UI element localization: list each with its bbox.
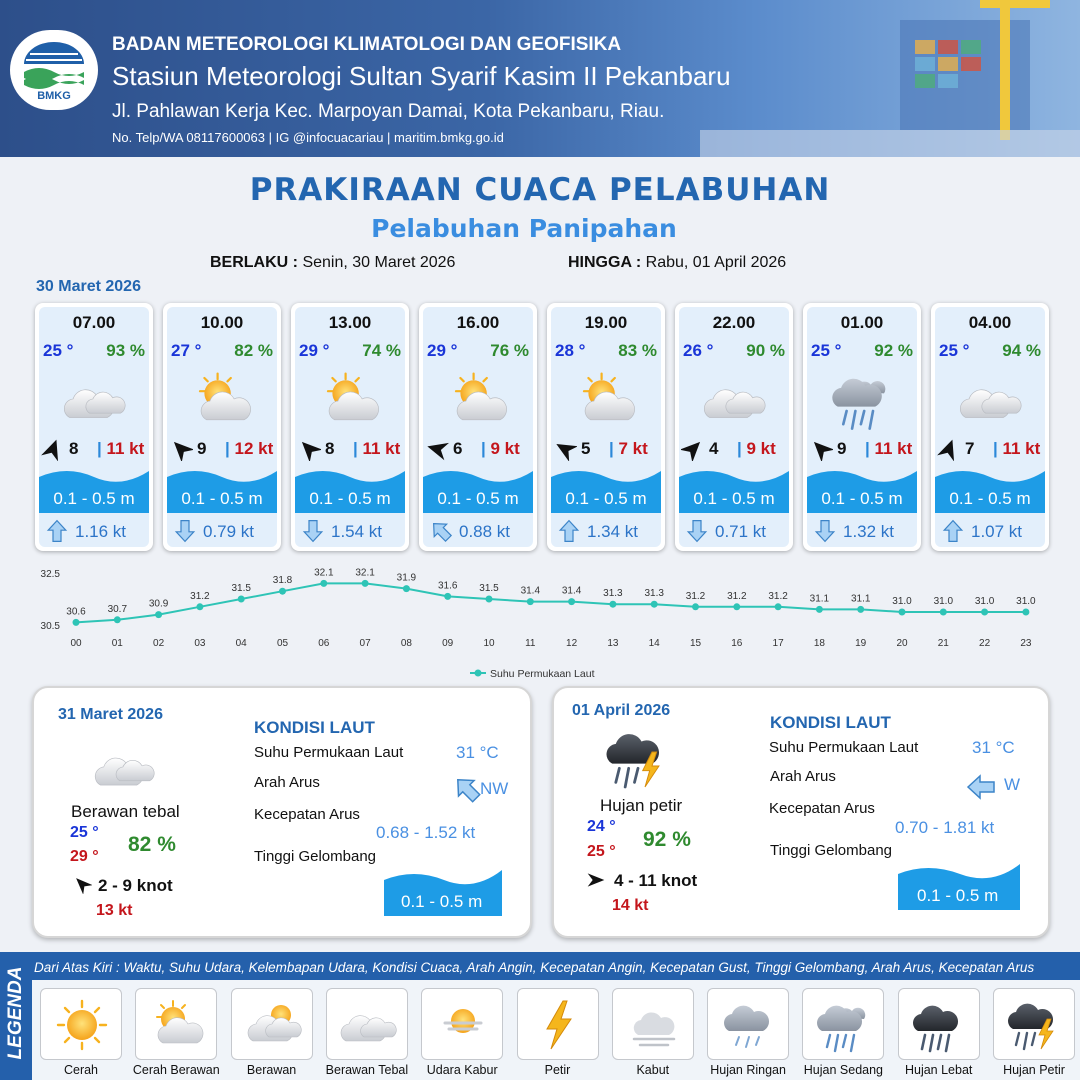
gust-value: 12 kt: [234, 439, 274, 458]
valid-to-label: HINGGA :: [568, 254, 642, 271]
day3-sst-value: 31 °C: [972, 738, 1015, 757]
x-tick-label: 00: [70, 638, 82, 649]
wave-height: 0.1 - 0.5 m: [693, 489, 775, 508]
hujan-sedang-icon: [827, 367, 897, 433]
legend-item: [135, 988, 217, 1060]
day2-wave: 0.1 - 0.5 m: [401, 892, 483, 911]
wind-speed: 4: [709, 439, 719, 458]
current-direction-icon: [557, 518, 581, 544]
forecast-time: 04.00: [968, 313, 1012, 332]
gust-value: 11 kt: [106, 439, 145, 458]
day3-arah-value: W: [1004, 775, 1021, 794]
cerah-icon: [52, 995, 112, 1055]
x-tick-label: 04: [235, 638, 247, 649]
berawan-tebal-icon: [338, 995, 398, 1055]
cerah-berawan-icon: [571, 367, 641, 433]
cerah-berawan-icon: [147, 995, 207, 1055]
current-direction-icon: [173, 518, 197, 544]
day3-condition: Hujan petir: [600, 796, 683, 815]
forecast-card: [163, 303, 281, 551]
current-direction-icon: [813, 518, 837, 544]
separator: |: [993, 439, 1003, 458]
data-point: [775, 603, 782, 610]
data-point: [114, 616, 121, 623]
legend-label: Hujan Ringan: [710, 1063, 786, 1077]
wave-height: 0.1 - 0.5 m: [821, 489, 903, 508]
data-label: 32.1: [314, 567, 334, 579]
gust-value: 11 kt: [362, 439, 401, 458]
separator: |: [865, 439, 875, 458]
x-tick-label: 13: [607, 638, 619, 649]
legend-label: Suhu Permukaan Laut: [490, 668, 595, 680]
data-point: [1022, 609, 1029, 616]
data-label: 31.1: [809, 593, 830, 605]
day3-panel: [552, 686, 1050, 938]
data-label: 31.3: [644, 588, 664, 600]
current-direction-icon: [941, 518, 965, 544]
gust-speed: [97, 439, 144, 459]
current-direction-icon: [45, 518, 69, 544]
data-point: [444, 593, 451, 600]
x-tick-label: 06: [318, 638, 330, 649]
berawan-tebal-icon: [955, 367, 1025, 433]
wave-height: 0.1 - 0.5 m: [53, 489, 135, 508]
legend-label: Petir: [544, 1063, 571, 1077]
day2-tinggi-label: Tinggi Gelombang: [254, 848, 377, 865]
kabut-icon: [624, 995, 684, 1055]
hujan-petir-icon: [598, 724, 678, 794]
day3-arah-label: Arah Arus: [770, 768, 836, 785]
legend-item: [802, 988, 884, 1060]
station-name: Stasiun Meteorologi Sultan Syarif Kasim II Pekanbaru: [112, 61, 731, 91]
current-arrow-icon: [452, 774, 482, 804]
wind-direction-icon: [681, 437, 705, 461]
wave-height: 0.1 - 0.5 m: [949, 489, 1031, 508]
data-label: 31.5: [479, 583, 499, 594]
data-label: 31.3: [603, 588, 623, 600]
y-tick-label: 32.5: [40, 569, 60, 580]
valid-to: [568, 254, 786, 272]
wind-direction-icon: [937, 437, 961, 461]
wind-arrow-icon: [586, 870, 606, 890]
day2-panel: [32, 686, 532, 938]
berawan-tebal-icon: [59, 367, 129, 433]
cerah-berawan-icon: [187, 367, 257, 433]
wind-speed: 5: [581, 439, 591, 458]
forecast-card: [419, 303, 537, 551]
data-point: [527, 598, 534, 605]
forecast-time: 16.00: [456, 313, 500, 332]
x-tick-label: 07: [359, 638, 371, 649]
x-tick-label: 03: [194, 638, 206, 649]
x-tick-label: 12: [566, 638, 578, 649]
data-point: [899, 609, 906, 616]
wind-speed: 8: [69, 439, 79, 458]
x-tick-label: 11: [525, 638, 536, 649]
forecast-time: 13.00: [328, 313, 372, 332]
current-speed: 1.07 kt: [971, 522, 1023, 541]
day3-temp-max: 25 °: [587, 843, 616, 860]
data-label: 31.4: [561, 585, 582, 597]
legend-item: [993, 988, 1075, 1060]
humidity: 92 %: [874, 341, 913, 360]
gust-speed: [609, 439, 648, 459]
page-title: PRAKIRAAN CUACA PELABUHAN: [249, 172, 831, 208]
x-tick-label: 09: [442, 638, 454, 649]
data-point: [692, 603, 699, 610]
gust-value: 7 kt: [618, 439, 648, 458]
forecast-time: 07.00: [72, 313, 116, 332]
legend-item: [612, 988, 694, 1060]
wind-speed: 7: [965, 439, 975, 458]
humidity: 82 %: [234, 341, 273, 360]
day2-date: 31 Maret 2026: [58, 706, 163, 723]
bmkg-logo: [10, 30, 98, 110]
legend-label: Cerah: [63, 1063, 99, 1077]
air-temperature: 25 °: [939, 341, 970, 360]
humidity: 76 %: [490, 341, 529, 360]
day3-date: 01 April 2026: [572, 702, 671, 719]
legend-item: [40, 988, 122, 1060]
current-speed: 1.34 kt: [587, 522, 639, 541]
data-point: [733, 603, 740, 610]
forecast-time: 22.00: [712, 313, 756, 332]
x-tick-label: 18: [813, 638, 825, 649]
data-label: 31.2: [685, 590, 706, 602]
humidity: 83 %: [618, 341, 657, 360]
day2-gust: 13 kt: [96, 902, 133, 919]
data-point: [981, 609, 988, 616]
data-point: [73, 619, 80, 626]
hujan-lebat-icon: [910, 995, 970, 1055]
berawan-tebal-icon: [92, 736, 156, 800]
x-tick-label: 02: [153, 638, 165, 649]
separator: |: [97, 439, 107, 458]
hujan-petir-icon: [1005, 995, 1065, 1055]
station-contact: No. Telp/WA 08117600063 | IG @infocuacariau | maritim.bmkg.go.id: [112, 130, 504, 145]
legend-marker: [475, 670, 482, 677]
air-temperature: 25 °: [43, 341, 74, 360]
legend-label: Kabut: [636, 1063, 670, 1077]
day2-condition: Berawan tebal: [71, 802, 180, 821]
sst-chart: [0, 560, 1080, 685]
day2-kec-label: Kecepatan Arus: [254, 806, 360, 823]
data-point: [857, 606, 864, 613]
data-label: 31.5: [231, 583, 251, 594]
x-tick-label: 14: [648, 638, 660, 649]
y-tick-label: 30.5: [40, 621, 60, 632]
current-speed: 0.88 kt: [459, 522, 511, 541]
gust-value: 11 kt: [874, 439, 913, 458]
wind-direction-icon: [169, 437, 193, 461]
wind-direction-icon: [297, 437, 321, 461]
day3-gust: 14 kt: [612, 897, 649, 914]
gust-value: 9 kt: [490, 439, 520, 458]
data-label: 31.0: [1016, 596, 1036, 607]
day3-temp-min: 24 °: [587, 818, 616, 835]
wave-height: 0.1 - 0.5 m: [181, 489, 263, 508]
current-direction-icon: [301, 518, 325, 544]
data-point: [816, 606, 823, 613]
data-point: [196, 603, 203, 610]
day2-sst-value: 31 °C: [456, 743, 499, 762]
data-point: [568, 598, 575, 605]
day3-tinggi-label: Tinggi Gelombang: [770, 842, 893, 859]
legend-label: Hujan Petir: [1003, 1063, 1065, 1077]
gust-speed: [225, 439, 273, 459]
separator: |: [481, 439, 491, 458]
forecast-time: 19.00: [584, 313, 628, 332]
data-point: [403, 585, 410, 592]
data-label: 31.0: [892, 596, 912, 607]
legend-side: [0, 952, 32, 1080]
forecast-time: 01.00: [840, 313, 884, 332]
wind-direction-icon: [809, 437, 833, 461]
x-tick-label: 16: [731, 638, 743, 649]
separator: |: [737, 439, 747, 458]
valid-from-label: BERLAKU :: [210, 254, 298, 271]
data-label: 31.1: [850, 593, 871, 605]
forecast-card: [803, 303, 921, 551]
legend-item: [707, 988, 789, 1060]
legend-label: Berawan Tebal: [325, 1063, 409, 1077]
x-tick-label: 10: [483, 638, 495, 649]
legend-item: [326, 988, 408, 1060]
header-banner: [0, 0, 1080, 157]
data-label: 30.9: [148, 598, 169, 610]
wind-direction-icon: [41, 437, 65, 461]
series-line: [76, 583, 1026, 622]
gust-speed: [865, 439, 912, 459]
legend-title: LEGENDA: [5, 966, 26, 1060]
data-label: 31.0: [974, 596, 995, 607]
air-temperature: 25 °: [811, 341, 842, 360]
data-label: 31.9: [396, 572, 417, 584]
berawan-tebal-icon: [699, 367, 769, 433]
data-label: 31.2: [768, 590, 788, 602]
humidity: 74 %: [362, 341, 401, 360]
legend-label: Berawan: [246, 1063, 297, 1077]
day2-temp-min: 25 °: [70, 824, 99, 841]
wind-speed: 8: [325, 439, 335, 458]
station-address: Jl. Pahlawan Kerja Kec. Marpoyan Damai, Kota Pekanbaru, Riau.: [112, 101, 665, 122]
berawan-icon: [243, 995, 303, 1055]
separator: |: [353, 439, 363, 458]
x-tick-label: 21: [937, 638, 949, 649]
data-label: 31.4: [520, 585, 541, 597]
data-label: 31.6: [437, 580, 458, 592]
wind-direction-icon: [425, 437, 449, 461]
day3-kondisi-title: KONDISI LAUT: [770, 713, 891, 732]
legend-item: [421, 988, 503, 1060]
wind-speed: 9: [197, 439, 207, 458]
wind-speed: 9: [837, 439, 847, 458]
data-label: 30.6: [66, 606, 86, 618]
day2-kondisi-title: KONDISI LAUT: [254, 718, 375, 737]
wind-arrow-icon: [72, 874, 92, 894]
wave-height: 0.1 - 0.5 m: [309, 489, 391, 508]
org-name: BADAN METEOROLOGI KLIMATOLOGI DAN GEOFISIKA: [112, 34, 622, 55]
udara-kabur-icon: [433, 995, 493, 1055]
legend-description: Dari Atas Kiri : Waktu, Suhu Udara, Kelembapan Udara, Kondisi Cuaca, Arah Angin, Kecepatan Angin, Kecepatan Gust, Tinggi Gelombang, Arah Arus, Kecepatan Arus: [34, 960, 1035, 975]
forecast-card: [35, 303, 153, 551]
legend-label: Cerah Berawan: [132, 1063, 220, 1077]
current-direction-icon: [429, 518, 453, 544]
data-point: [609, 601, 616, 608]
separator: |: [225, 439, 235, 458]
x-tick-label: 22: [979, 638, 991, 649]
port-illustration: [700, 0, 1080, 157]
forecast-card: [291, 303, 409, 551]
current-speed: 0.71 kt: [715, 522, 767, 541]
day2-temp-max: 29 °: [70, 848, 99, 865]
petir-icon: [529, 995, 589, 1055]
cerah-berawan-icon: [443, 367, 513, 433]
x-tick-label: 05: [276, 638, 289, 649]
forecast-card: [675, 303, 793, 551]
forecast-card: [931, 303, 1049, 551]
separator: |: [609, 439, 619, 458]
day2-wind: 2 - 9 knot: [98, 876, 173, 895]
forecast-card: [547, 303, 665, 551]
humidity: 93 %: [106, 341, 145, 360]
hujan-sedang-icon: [814, 995, 874, 1055]
day1-date: 30 Maret 2026: [36, 278, 141, 295]
data-point: [940, 609, 947, 616]
wind-speed: 6: [453, 439, 463, 458]
legend-item: [898, 988, 980, 1060]
legend-label: Udara Kabur: [426, 1063, 498, 1077]
forecast-time: 10.00: [200, 313, 244, 332]
x-tick-label: 01: [111, 638, 123, 649]
current-speed: 1.16 kt: [75, 522, 127, 541]
day3-kec-label: Kecepatan Arus: [769, 800, 875, 817]
day3-humidity: 92 %: [643, 828, 691, 851]
cerah-berawan-icon: [315, 367, 385, 433]
day3-kec-value: 0.70 - 1.81 kt: [895, 818, 995, 837]
air-temperature: 29 °: [427, 341, 458, 360]
day2-kec-value: 0.68 - 1.52 kt: [376, 823, 476, 842]
data-point: [238, 596, 245, 603]
data-label: 31.8: [272, 575, 293, 587]
current-direction-icon: [685, 518, 709, 544]
current-speed: 1.54 kt: [331, 522, 383, 541]
valid-from-value: Senin, 30 Maret 2026: [302, 254, 456, 271]
gust-speed: [993, 439, 1040, 459]
wave-height: 0.1 - 0.5 m: [437, 489, 519, 508]
data-point: [362, 580, 369, 587]
day2-humidity: 82 %: [128, 833, 176, 856]
valid-from: [210, 254, 455, 272]
data-point: [320, 580, 327, 587]
data-point: [651, 601, 658, 608]
x-tick-label: 20: [896, 638, 908, 649]
gust-value: 9 kt: [746, 439, 776, 458]
gust-speed: [353, 439, 400, 459]
x-tick-label: 17: [772, 638, 784, 649]
gust-speed: [737, 439, 776, 459]
current-speed: 1.32 kt: [843, 522, 895, 541]
gust-speed: [481, 439, 520, 459]
port-name: Pelabuhan Panipahan: [371, 214, 677, 243]
humidity: 94 %: [1002, 341, 1041, 360]
day2-sst-label: Suhu Permukaan Laut: [254, 744, 404, 761]
x-tick-label: 23: [1020, 638, 1032, 649]
data-point: [486, 596, 493, 603]
data-point: [279, 588, 286, 595]
data-label: 30.7: [107, 603, 128, 615]
day2-arah-value: NW: [480, 779, 509, 798]
data-label: 32.1: [355, 567, 375, 579]
current-speed: 0.79 kt: [203, 522, 255, 541]
air-temperature: 27 °: [171, 341, 202, 360]
current-arrow-icon: [966, 772, 996, 802]
data-point: [155, 611, 162, 618]
x-tick-label: 15: [689, 638, 702, 649]
x-tick-label: 08: [400, 638, 412, 649]
day3-wave: 0.1 - 0.5 m: [917, 886, 999, 905]
air-temperature: 26 °: [683, 341, 714, 360]
wave-height: 0.1 - 0.5 m: [565, 489, 647, 508]
data-label: 31.0: [933, 596, 954, 607]
legend-label: Hujan Lebat: [904, 1063, 973, 1077]
day2-arah-label: Arah Arus: [254, 774, 320, 791]
air-temperature: 28 °: [555, 341, 586, 360]
bmkg-logo-text: BMKG: [37, 90, 71, 102]
legend-label: Hujan Sedang: [803, 1063, 883, 1077]
data-label: 31.2: [190, 590, 210, 602]
x-tick-label: 19: [855, 638, 867, 649]
day3-wind: 4 - 11 knot: [614, 871, 698, 890]
data-label: 31.2: [727, 590, 747, 602]
legend-item: [231, 988, 313, 1060]
valid-to-value: Rabu, 01 April 2026: [645, 254, 787, 271]
air-temperature: 29 °: [299, 341, 330, 360]
gust-value: 11 kt: [1002, 439, 1041, 458]
legend: [0, 952, 1080, 1080]
hujan-ringan-icon: [719, 995, 779, 1055]
wind-direction-icon: [553, 437, 577, 461]
legend-items: [32, 980, 1080, 1080]
legend-item: [517, 988, 599, 1060]
day3-sst-label: Suhu Permukaan Laut: [769, 739, 919, 756]
humidity: 90 %: [746, 341, 785, 360]
